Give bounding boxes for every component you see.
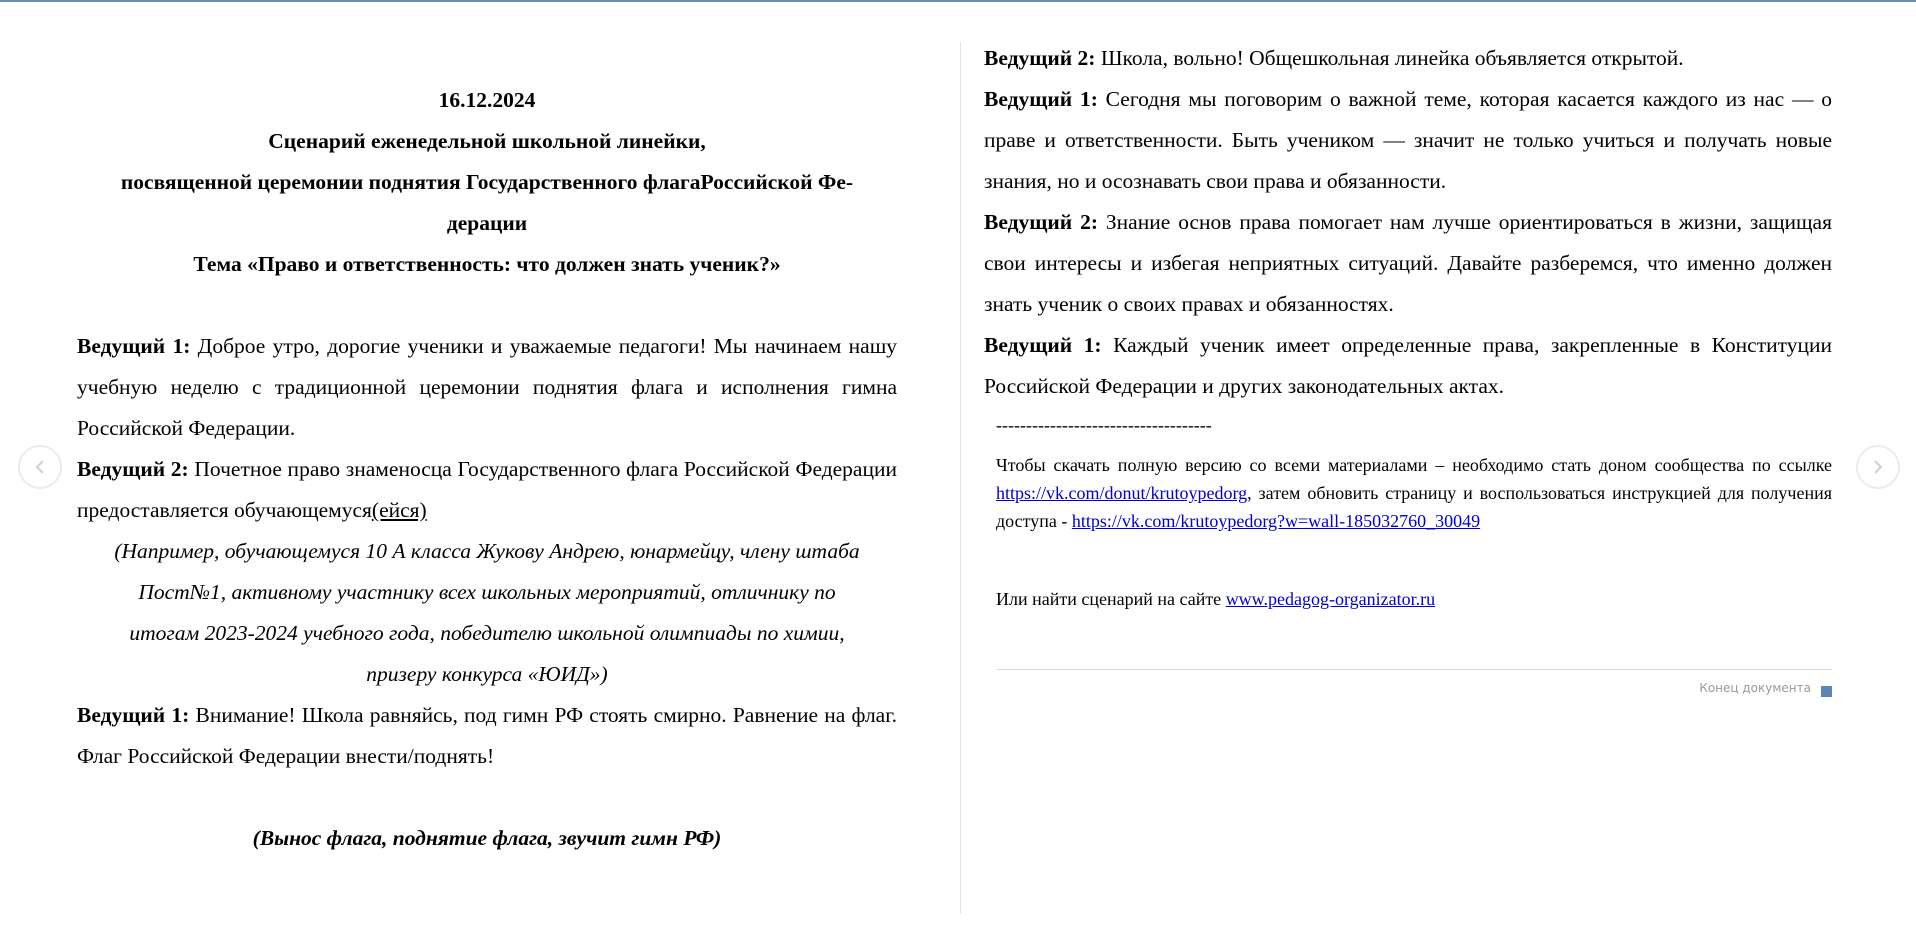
document-page-left	[77, 80, 897, 859]
paragraph-text: Школа, вольно! Общешкольная линейка объявляется открытой.	[1095, 46, 1684, 70]
next-page-button[interactable]	[1856, 445, 1900, 489]
wall-post-link[interactable]: https://vk.com/krutoypedorg?w=wall-185032760_30049	[1071, 511, 1481, 531]
download-instructions	[996, 451, 1832, 535]
paragraph-text: Доброе утро, дорогие ученики и уважаемые педагоги! Мы начинаем нашу учебную неделю с традиционной церемонии поднятия флага и исполнения гимна Российской Федерации.	[77, 334, 898, 440]
speaker-label: Ведущий 1:	[984, 87, 1098, 111]
site-note	[996, 585, 1832, 613]
download-note	[984, 411, 1832, 613]
speaker-label: Ведущий 2:	[77, 457, 189, 481]
example-line-4: призеру конкурса «ЮИД»)	[366, 662, 608, 686]
note-text: , затем обновить страницу и воспользоваться инструкцией для получения доступа -	[996, 483, 1832, 531]
speaker-label: Ведущий 2:	[984, 210, 1098, 234]
donut-link[interactable]: https://vk.com/donut/krutoypedorg	[996, 483, 1248, 503]
paragraph-host1-attention	[77, 695, 897, 777]
stage-direction: (Вынос флага, поднятие флага, звучит гимн РФ)	[252, 826, 722, 850]
example-line-2: Пост№1, активному участнику всех школьных мероприятий, отличнику по	[138, 580, 836, 604]
page-divider	[960, 42, 961, 914]
site-link[interactable]: www.pedagog-organizator.ru	[1225, 589, 1436, 609]
document-title-line-2: посвященной церемонии поднятия Государственного флагаРоссийской Фе-	[120, 170, 854, 194]
document-title-line-1: Сценарий еженедельной школьной линейки,	[268, 129, 706, 153]
gender-suffix: (ейся)	[371, 498, 427, 522]
document-date: 16.12.2024	[438, 88, 536, 112]
separator-dashes: ------------------------------------	[996, 415, 1212, 435]
document-page-right	[984, 38, 1832, 613]
paragraph-host2-flag-bearer	[77, 449, 897, 531]
paragraph-text: Знание основ права помогает нам лучше ориентироваться в жизни, защищая свои интересы и избегая неприятных ситуаций. Давайте разберемся, что именно должен знать ученик о своих правах и обязанностях.	[984, 210, 1832, 316]
paragraph-host1-rights	[984, 325, 1832, 407]
document-theme: Тема «Право и ответственность: что должен знать ученик?»	[193, 252, 781, 276]
document-title-line-3: дерации	[446, 211, 528, 235]
paragraph-text: Каждый ученик имеет определенные права, закрепленные в Конституции Российской Федерации и других законодательных актах.	[984, 333, 1832, 398]
end-of-document-square-icon	[1821, 686, 1832, 697]
paragraph-text: Сегодня мы поговорим о важной теме, которая касается каждого из нас — о праве и ответственности. Быть учеником — значит не только учиться и получать новые знания, но и осознавать свои права и обязанности.	[984, 87, 1832, 193]
end-of-document-rule	[996, 669, 1832, 670]
paragraph-text: Почетное право знаменосца Государственного флага Российской Федерации предоставляется обучающемуся	[77, 457, 897, 522]
example-line-3: итогам 2023-2024 учебного года, победителю школьной олимпиады по химии,	[129, 621, 845, 645]
paragraph-host2-open	[984, 38, 1832, 79]
top-accent-line	[0, 0, 1916, 2]
previous-page-button[interactable]	[18, 445, 62, 489]
note-text: Чтобы скачать полную версию со всеми материалами – необходимо стать доном сообщества по ссылке	[996, 455, 1832, 475]
paragraph-host1-topic	[984, 79, 1832, 202]
paragraph-host1-greeting	[77, 326, 897, 449]
speaker-label: Ведущий 2:	[984, 46, 1096, 70]
speaker-label: Ведущий 1:	[77, 334, 191, 358]
site-text: Или найти сценарий на сайте	[996, 589, 1226, 609]
speaker-label: Ведущий 1:	[77, 703, 190, 727]
paragraph-host2-law	[984, 202, 1832, 325]
speaker-label: Ведущий 1:	[984, 333, 1102, 357]
paragraph-text: Внимание! Школа равняйсь, под гимн РФ стоять смирно. Равнение на флаг. Флаг Российской Федерации внести/поднять!	[77, 703, 897, 768]
blank-line	[77, 285, 897, 326]
blank-line	[77, 777, 897, 818]
chevron-right-icon	[1870, 459, 1886, 475]
chevron-left-icon	[32, 459, 48, 475]
end-of-document-label: Конец документа	[1699, 681, 1811, 695]
example-line-1: (Например, обучающемуся 10 А класса Жукову Андрею, юнармейцу, члену штаба	[114, 539, 860, 563]
